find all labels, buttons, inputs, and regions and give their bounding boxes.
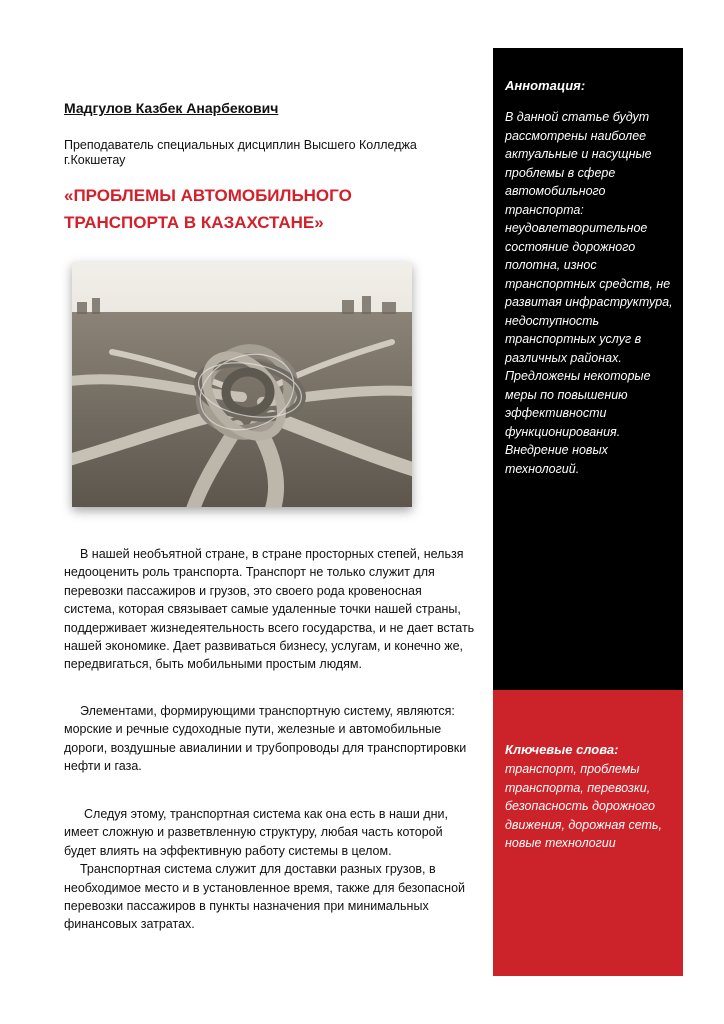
- article-title: «ПРОБЛЕМЫ АВТОМОБИЛЬНОГО ТРАНСПОРТА В КАЗАХСТАНЕ»: [64, 186, 352, 232]
- author-name: Мадгулов Казбек Анарбекович: [64, 100, 279, 116]
- body-paragraph: [64, 805, 476, 934]
- highway-knot-illustration: [72, 262, 412, 507]
- author-affiliation: Преподаватель специальных дисциплин Высшего Колледжа г.Кокшетау: [64, 138, 417, 167]
- annotation-heading: Аннотация:: [505, 78, 586, 93]
- paragraph-text: Элементами, формирующими транспортную систему, являются: морские и речные судоходные пути, железные и автомобильные дороги, воздушные авиалинии и трубопроводы для транспортировки нефти и газа.: [64, 704, 467, 774]
- paragraph-text: Следуя этому, транспортная система как она есть в наши дни, имеет сложную и разветвленную структуру, любая часть которой будет влиять на эффективную работу системы в целом.: [64, 807, 448, 858]
- keywords-text: транспорт, проблемы транспорта, перевозки, безопасность дорожного движения, дорожная сеть, новые технологии: [505, 762, 662, 850]
- body-paragraph: [64, 702, 476, 776]
- paragraph-text: Транспортная система служит для доставки разных грузов, в необходимое место и в установленное время, также для безопасной перевозки пассажиров в пункты назначения при минимальных финансовых затратах.: [64, 862, 466, 932]
- keywords-heading: Ключевые слова:: [505, 742, 619, 757]
- paragraph-text: В нашей необъятной стране, в стране просторных степей, нельзя недооценить роль транспорта. Транспорт не только служит для перевозки пассажиров и грузов, это своего рода кровеносная система, которая связывает самые удаленные точки нашей страны, поддерживает жизнедеятельность всего государства, и не дает встать нашей экономике. Дает развиваться бизнесу, услугам, и конечно же, передвигаться, быть мобильными простым людям.: [64, 547, 475, 672]
- body-paragraph: [64, 545, 476, 674]
- keywords-sidebar: [493, 690, 683, 976]
- highway-knot-illustration-svg: [72, 262, 412, 507]
- annotation-sidebar: [493, 48, 683, 690]
- annotation-text: В данной статье будут рассмотрены наиболее актуальные и насущные проблемы в сфере автомобильного транспорта: неудовлетворительное состояние дорожного полотна, износ транспортных средств, не развитая инфраструктура, недоступность транспортных услуг в различных районах. Предложены некоторые меры по повышению эффективности функционирования. Внедрение новых технологий.: [505, 110, 673, 476]
